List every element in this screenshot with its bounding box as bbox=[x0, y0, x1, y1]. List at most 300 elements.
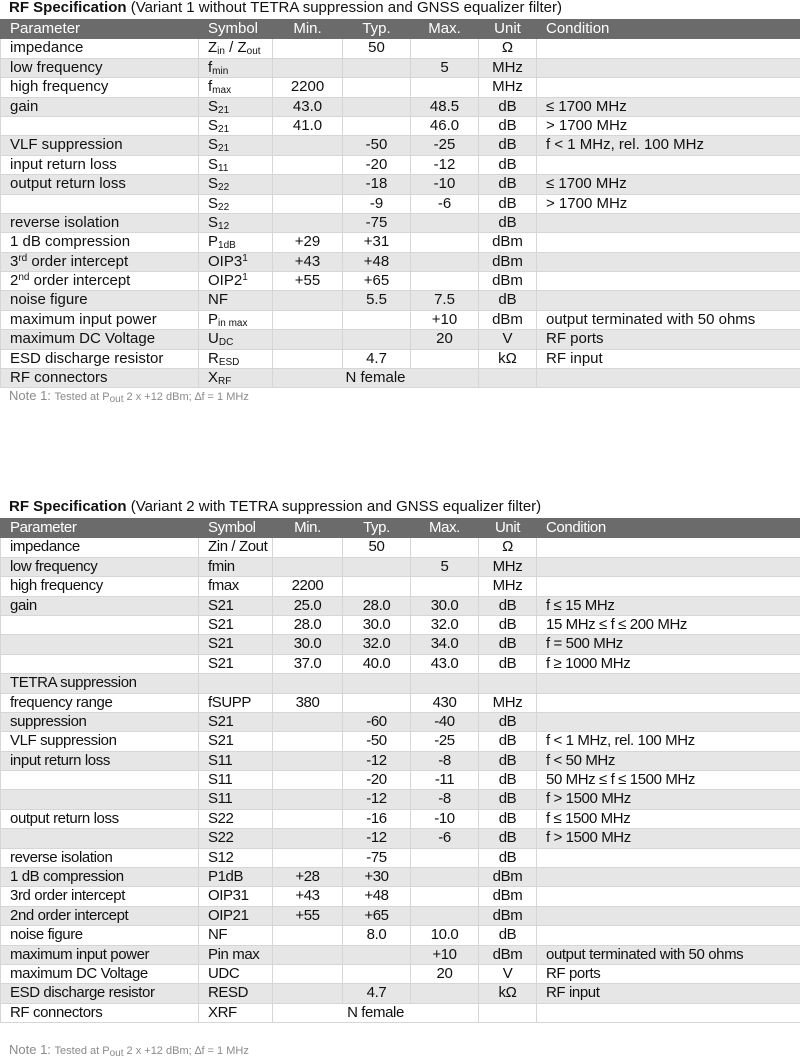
cell-unit: dB bbox=[479, 291, 537, 310]
column-header-condition: Condition bbox=[537, 20, 800, 39]
cell-min bbox=[273, 538, 343, 557]
cell-symbol: S12 bbox=[199, 848, 273, 867]
cell-unit: dB bbox=[479, 790, 537, 809]
cell-symbol: Zin / Zout bbox=[199, 538, 273, 557]
cell-parameter: 1 dB compression bbox=[1, 868, 199, 887]
cell-symbol: S21 bbox=[199, 635, 273, 654]
cell-min bbox=[273, 349, 343, 368]
column-header-min: Min. bbox=[273, 519, 343, 538]
cell-unit: dBm bbox=[479, 310, 537, 329]
table-row bbox=[1, 291, 800, 310]
cell-typ: -12 bbox=[343, 829, 411, 848]
column-header-min: Min. bbox=[273, 20, 343, 39]
cell-symbol: OIP31 bbox=[199, 887, 273, 906]
cell-max: 10.0 bbox=[411, 926, 479, 945]
cell-max bbox=[411, 868, 479, 887]
cell-symbol bbox=[199, 674, 273, 693]
cell-typ: 8.0 bbox=[343, 926, 411, 945]
cell-parameter: maximum DC Voltage bbox=[1, 330, 199, 349]
cell-min: +55 bbox=[273, 906, 343, 925]
table-row bbox=[1, 809, 800, 828]
cell-min bbox=[273, 984, 343, 1003]
cell-unit: dBm bbox=[479, 906, 537, 925]
cell-typ: -9 bbox=[343, 194, 411, 213]
cell-max: 430 bbox=[411, 693, 479, 712]
cell-unit: kΩ bbox=[479, 984, 537, 1003]
cell-typ: 40.0 bbox=[343, 654, 411, 673]
cell-typ: 4.7 bbox=[343, 349, 411, 368]
cell-max bbox=[411, 848, 479, 867]
table-row bbox=[1, 751, 800, 770]
cell-condition: f ≤ 1500 MHz bbox=[537, 809, 800, 828]
cell-parameter: reverse isolation bbox=[1, 213, 199, 232]
table-row bbox=[1, 829, 800, 848]
cell-unit: dB bbox=[479, 213, 537, 232]
cell-symbol: $R_{ESD}$ bbox=[199, 349, 273, 368]
cell-typ: 28.0 bbox=[343, 596, 411, 615]
cell-max bbox=[411, 887, 479, 906]
cell-min: +43 bbox=[273, 252, 343, 271]
cell-min: 30.0 bbox=[273, 635, 343, 654]
cell-symbol: $S_{21}$ bbox=[199, 97, 273, 116]
cell-typ: +30 bbox=[343, 868, 411, 887]
cell-min: 37.0 bbox=[273, 654, 343, 673]
cell-unit bbox=[479, 369, 537, 388]
cell-min bbox=[273, 964, 343, 983]
cell-typ: 50 bbox=[343, 39, 411, 58]
cell-condition bbox=[537, 369, 800, 388]
cell-unit: dB bbox=[479, 809, 537, 828]
cell-max: 20 bbox=[411, 964, 479, 983]
cell-parameter: gain bbox=[1, 596, 199, 615]
cell-condition bbox=[537, 674, 800, 693]
cell-max: -10 bbox=[411, 809, 479, 828]
table-row bbox=[1, 693, 800, 712]
cell-condition bbox=[537, 291, 800, 310]
cell-typ: -18 bbox=[343, 175, 411, 194]
cell-symbol: fmax bbox=[199, 577, 273, 596]
table-row bbox=[1, 78, 800, 97]
cell-typ bbox=[343, 693, 411, 712]
cell-parameter: 3rd order intercept bbox=[1, 252, 199, 271]
cell-symbol: fSUPP bbox=[199, 693, 273, 712]
table-row bbox=[1, 39, 800, 58]
table-row bbox=[1, 732, 800, 751]
cell-unit: dB bbox=[479, 136, 537, 155]
cell-symbol: S11 bbox=[199, 790, 273, 809]
cell-min: 41.0 bbox=[273, 116, 343, 135]
cell-symbol: S22 bbox=[199, 829, 273, 848]
cell-symbol: fmin bbox=[199, 557, 273, 576]
cell-max: -6 bbox=[411, 194, 479, 213]
cell-unit: dB bbox=[479, 194, 537, 213]
cell-condition bbox=[537, 213, 800, 232]
cell-parameter: RF connectors bbox=[1, 1003, 199, 1022]
table-row bbox=[1, 557, 800, 576]
table-row bbox=[1, 369, 800, 388]
cell-parameter: low frequency bbox=[1, 58, 199, 77]
cell-min: +28 bbox=[273, 868, 343, 887]
cell-min bbox=[273, 175, 343, 194]
cell-condition: f ≤ 15 MHz bbox=[537, 596, 800, 615]
cell-max bbox=[411, 577, 479, 596]
cell-max bbox=[411, 233, 479, 252]
cell-parameter: output return loss bbox=[1, 809, 199, 828]
cell-condition bbox=[537, 693, 800, 712]
cell-condition bbox=[537, 887, 800, 906]
cell-max: +10 bbox=[411, 310, 479, 329]
cell-typ: 5.5 bbox=[343, 291, 411, 310]
cell-max: 48.5 bbox=[411, 97, 479, 116]
cell-parameter: RF connectors bbox=[1, 369, 199, 388]
cell-min bbox=[273, 291, 343, 310]
cell-symbol: S21 bbox=[199, 596, 273, 615]
cell-unit: MHz bbox=[479, 557, 537, 576]
cell-parameter bbox=[1, 194, 199, 213]
cell-unit: MHz bbox=[479, 58, 537, 77]
cell-min bbox=[273, 213, 343, 232]
column-header-symbol: Symbol bbox=[199, 519, 273, 538]
table-row bbox=[1, 252, 800, 271]
cell-parameter: low frequency bbox=[1, 557, 199, 576]
cell-parameter: input return loss bbox=[1, 751, 199, 770]
cell-typ bbox=[343, 964, 411, 983]
cell-symbol: UDC bbox=[199, 964, 273, 983]
cell-max: -10 bbox=[411, 175, 479, 194]
cell-max: 34.0 bbox=[411, 635, 479, 654]
cell-parameter: TETRA suppression bbox=[1, 674, 199, 693]
table-row bbox=[1, 1003, 800, 1022]
cell-symbol: S21 bbox=[199, 712, 273, 731]
cell-unit: dB bbox=[479, 155, 537, 174]
cell-parameter: VLF suppression bbox=[1, 136, 199, 155]
cell-parameter: impedance bbox=[1, 538, 199, 557]
cell-unit: MHz bbox=[479, 577, 537, 596]
cell-condition: RF input bbox=[537, 349, 800, 368]
column-header-parameter: Parameter bbox=[1, 519, 199, 538]
cell-condition: RF ports bbox=[537, 964, 800, 983]
title-bold: RF Specification bbox=[9, 498, 127, 515]
cell-unit: dB bbox=[479, 635, 537, 654]
cell-typ: -50 bbox=[343, 136, 411, 155]
cell-max: -25 bbox=[411, 732, 479, 751]
cell-condition: > 1700 MHz bbox=[537, 194, 800, 213]
table-row bbox=[1, 712, 800, 731]
cell-symbol: $OIP2^1$ bbox=[199, 272, 273, 291]
cell-min bbox=[273, 829, 343, 848]
table-row bbox=[1, 155, 800, 174]
cell-unit: kΩ bbox=[479, 349, 537, 368]
table1-title bbox=[9, 0, 562, 16]
cell-condition: output terminated with 50 ohms bbox=[537, 945, 800, 964]
cell-min bbox=[273, 39, 343, 58]
cell-unit: Ω bbox=[479, 39, 537, 58]
cell-parameter: 2nd order intercept bbox=[1, 272, 199, 291]
table2-note: Note 1: Tested at $P_{out}$ 2 x +12 dBm; ∆f = 1 MHz bbox=[9, 1042, 249, 1057]
cell-max: 5 bbox=[411, 557, 479, 576]
cell-unit: dB bbox=[479, 97, 537, 116]
cell-unit: dBm bbox=[479, 945, 537, 964]
cell-unit: dB bbox=[479, 175, 537, 194]
table1-note: Note 1: Tested at $P_{out}$ 2 x +12 dBm; ∆f = 1 MHz bbox=[9, 388, 249, 403]
cell-parameter bbox=[1, 829, 199, 848]
cell-max: +10 bbox=[411, 945, 479, 964]
cell-unit: dB bbox=[479, 848, 537, 867]
table-row bbox=[1, 213, 800, 232]
cell-max bbox=[411, 538, 479, 557]
cell-condition bbox=[537, 58, 800, 77]
column-header-condition: Condition bbox=[537, 519, 800, 538]
table-row bbox=[1, 175, 800, 194]
cell-max: -8 bbox=[411, 790, 479, 809]
cell-condition bbox=[537, 272, 800, 291]
table-row bbox=[1, 906, 800, 925]
cell-condition: 15 MHz ≤ f ≤ 200 MHz bbox=[537, 615, 800, 634]
cell-condition bbox=[537, 252, 800, 271]
cell-max: -40 bbox=[411, 712, 479, 731]
table-row bbox=[1, 116, 800, 135]
cell-typ: -50 bbox=[343, 732, 411, 751]
table-row bbox=[1, 136, 800, 155]
cell-symbol: NF bbox=[199, 926, 273, 945]
cell-condition bbox=[537, 906, 800, 925]
table-row bbox=[1, 538, 800, 557]
table-row bbox=[1, 330, 800, 349]
cell-parameter: frequency range bbox=[1, 693, 199, 712]
cell-typ: -20 bbox=[343, 155, 411, 174]
cell-unit: dB bbox=[479, 116, 537, 135]
cell-min bbox=[273, 155, 343, 174]
cell-max: -25 bbox=[411, 136, 479, 155]
cell-typ: -75 bbox=[343, 213, 411, 232]
cell-typ: +65 bbox=[343, 906, 411, 925]
cell-condition: > 1700 MHz bbox=[537, 116, 800, 135]
cell-condition bbox=[537, 538, 800, 557]
cell-max: 43.0 bbox=[411, 654, 479, 673]
cell-typ bbox=[343, 116, 411, 135]
cell-parameter: 3rd order intercept bbox=[1, 887, 199, 906]
table-row bbox=[1, 674, 800, 693]
cell-parameter bbox=[1, 116, 199, 135]
cell-parameter bbox=[1, 615, 199, 634]
cell-symbol: $S_{11}$ bbox=[199, 155, 273, 174]
cell-typ bbox=[343, 58, 411, 77]
cell-min bbox=[273, 557, 343, 576]
cell-typ: +31 bbox=[343, 233, 411, 252]
cell-typ bbox=[343, 945, 411, 964]
cell-condition: f = 500 MHz bbox=[537, 635, 800, 654]
cell-symbol: RESD bbox=[199, 984, 273, 1003]
cell-parameter: 2nd order intercept bbox=[1, 906, 199, 925]
cell-condition bbox=[537, 868, 800, 887]
cell-max bbox=[411, 272, 479, 291]
table-row bbox=[1, 984, 800, 1003]
cell-condition bbox=[537, 1003, 800, 1022]
cell-parameter: noise figure bbox=[1, 926, 199, 945]
cell-symbol: S21 bbox=[199, 732, 273, 751]
cell-min bbox=[273, 926, 343, 945]
cell-typ bbox=[343, 78, 411, 97]
cell-symbol: S22 bbox=[199, 809, 273, 828]
cell-unit: dB bbox=[479, 596, 537, 615]
cell-min bbox=[273, 330, 343, 349]
table-row bbox=[1, 58, 800, 77]
cell-min bbox=[273, 790, 343, 809]
cell-parameter bbox=[1, 771, 199, 790]
cell-min: 25.0 bbox=[273, 596, 343, 615]
table-row bbox=[1, 926, 800, 945]
cell-condition: f < 1 MHz, rel. 100 MHz bbox=[537, 136, 800, 155]
cell-min bbox=[273, 136, 343, 155]
cell-max: 7.5 bbox=[411, 291, 479, 310]
cell-symbol: $f_{max}$ bbox=[199, 78, 273, 97]
cell-symbol: $S_{21}$ bbox=[199, 116, 273, 135]
cell-unit: dB bbox=[479, 829, 537, 848]
cell-typ: 50 bbox=[343, 538, 411, 557]
cell-typ bbox=[343, 330, 411, 349]
header-row bbox=[1, 519, 800, 538]
cell-parameter: reverse isolation bbox=[1, 848, 199, 867]
cell-parameter: maximum DC Voltage bbox=[1, 964, 199, 983]
cell-parameter: VLF suppression bbox=[1, 732, 199, 751]
cell-min bbox=[273, 751, 343, 770]
table-row bbox=[1, 310, 800, 329]
column-header-symbol: Symbol bbox=[199, 20, 273, 39]
cell-symbol: OIP21 bbox=[199, 906, 273, 925]
cell-typ: 30.0 bbox=[343, 615, 411, 634]
table-row bbox=[1, 848, 800, 867]
cell-condition bbox=[537, 712, 800, 731]
cell-typ: +65 bbox=[343, 272, 411, 291]
cell-symbol: $P_{1dB}$ bbox=[199, 233, 273, 252]
cell-unit: dBm bbox=[479, 887, 537, 906]
cell-symbol: XRF bbox=[199, 1003, 273, 1022]
cell-condition: f < 1 MHz, rel. 100 MHz bbox=[537, 732, 800, 751]
cell-symbol: $S_{22}$ bbox=[199, 175, 273, 194]
cell-condition bbox=[537, 577, 800, 596]
cell-condition: 50 MHz ≤ f ≤ 1500 MHz bbox=[537, 771, 800, 790]
cell-condition: f > 1500 MHz bbox=[537, 790, 800, 809]
cell-max: 46.0 bbox=[411, 116, 479, 135]
cell-symbol: Pin max bbox=[199, 945, 273, 964]
cell-parameter bbox=[1, 635, 199, 654]
title-rest: (Variant 1 without TETRA suppression and GNSS equalizer filter) bbox=[127, 0, 562, 16]
cell-typ: +48 bbox=[343, 252, 411, 271]
cell-min: 2200 bbox=[273, 78, 343, 97]
cell-typ bbox=[343, 97, 411, 116]
cell-parameter: 1 dB compression bbox=[1, 233, 199, 252]
cell-condition: ≤ 1700 MHz bbox=[537, 97, 800, 116]
cell-condition bbox=[537, 155, 800, 174]
cell-max: 32.0 bbox=[411, 615, 479, 634]
column-header-typ: Typ. bbox=[343, 519, 411, 538]
cell-parameter: ESD discharge resistor bbox=[1, 984, 199, 1003]
rf-spec-table-variant1 bbox=[0, 19, 800, 388]
cell-min: 43.0 bbox=[273, 97, 343, 116]
cell-condition bbox=[537, 39, 800, 58]
cell-unit: dBm bbox=[479, 868, 537, 887]
table-row bbox=[1, 349, 800, 368]
cell-typ: -16 bbox=[343, 809, 411, 828]
cell-unit: dB bbox=[479, 751, 537, 770]
cell-unit: dBm bbox=[479, 252, 537, 271]
column-header-typ: Typ. bbox=[343, 20, 411, 39]
table-row bbox=[1, 97, 800, 116]
column-header-max: Max. bbox=[411, 519, 479, 538]
cell-parameter: output return loss bbox=[1, 175, 199, 194]
cell-condition: RF ports bbox=[537, 330, 800, 349]
cell-min: 28.0 bbox=[273, 615, 343, 634]
cell-min: +29 bbox=[273, 233, 343, 252]
cell-typ: -20 bbox=[343, 771, 411, 790]
cell-unit bbox=[479, 674, 537, 693]
cell-condition: ≤ 1700 MHz bbox=[537, 175, 800, 194]
table-row bbox=[1, 945, 800, 964]
cell-unit: Ω bbox=[479, 538, 537, 557]
cell-min bbox=[273, 945, 343, 964]
cell-max bbox=[411, 78, 479, 97]
cell-unit: dB bbox=[479, 712, 537, 731]
cell-condition bbox=[537, 233, 800, 252]
cell-symbol: S21 bbox=[199, 654, 273, 673]
cell-typ: -12 bbox=[343, 751, 411, 770]
cell-condition: f ≥ 1000 MHz bbox=[537, 654, 800, 673]
cell-condition bbox=[537, 926, 800, 945]
cell-parameter bbox=[1, 654, 199, 673]
cell-typ: 32.0 bbox=[343, 635, 411, 654]
cell-typ bbox=[343, 577, 411, 596]
cell-typ bbox=[343, 557, 411, 576]
cell-unit: dB bbox=[479, 926, 537, 945]
cell-parameter: input return loss bbox=[1, 155, 199, 174]
cell-typ: 4.7 bbox=[343, 984, 411, 1003]
cell-condition: f < 50 MHz bbox=[537, 751, 800, 770]
cell-symbol: P1dB bbox=[199, 868, 273, 887]
cell-min: 380 bbox=[273, 693, 343, 712]
cell-symbol: $Z_{in} / Z_{out}$ bbox=[199, 39, 273, 58]
cell-parameter: high frequency bbox=[1, 78, 199, 97]
cell-min bbox=[273, 674, 343, 693]
cell-max bbox=[411, 984, 479, 1003]
cell-typ: -60 bbox=[343, 712, 411, 731]
cell-symbol: $S_{12}$ bbox=[199, 213, 273, 232]
cell-parameter bbox=[1, 790, 199, 809]
cell-parameter: impedance bbox=[1, 39, 199, 58]
cell-condition bbox=[537, 557, 800, 576]
cell-parameter: high frequency bbox=[1, 577, 199, 596]
column-header-unit: Unit bbox=[479, 519, 537, 538]
table-row bbox=[1, 868, 800, 887]
cell-condition bbox=[537, 78, 800, 97]
cell-parameter: maximum input power bbox=[1, 310, 199, 329]
cell-symbol: $X_{RF}$ bbox=[199, 369, 273, 388]
cell-symbol: $P_{in max}$ bbox=[199, 310, 273, 329]
cell-min: +43 bbox=[273, 887, 343, 906]
cell-min: N female bbox=[273, 369, 479, 388]
cell-symbol: S11 bbox=[199, 771, 273, 790]
cell-min bbox=[273, 848, 343, 867]
cell-typ bbox=[343, 310, 411, 329]
cell-min: 2200 bbox=[273, 577, 343, 596]
header-row bbox=[1, 20, 800, 39]
cell-typ: -12 bbox=[343, 790, 411, 809]
table-row bbox=[1, 887, 800, 906]
table2-title bbox=[9, 498, 541, 515]
cell-typ: +48 bbox=[343, 887, 411, 906]
cell-max: 20 bbox=[411, 330, 479, 349]
cell-typ bbox=[343, 674, 411, 693]
cell-min: N female bbox=[273, 1003, 479, 1022]
